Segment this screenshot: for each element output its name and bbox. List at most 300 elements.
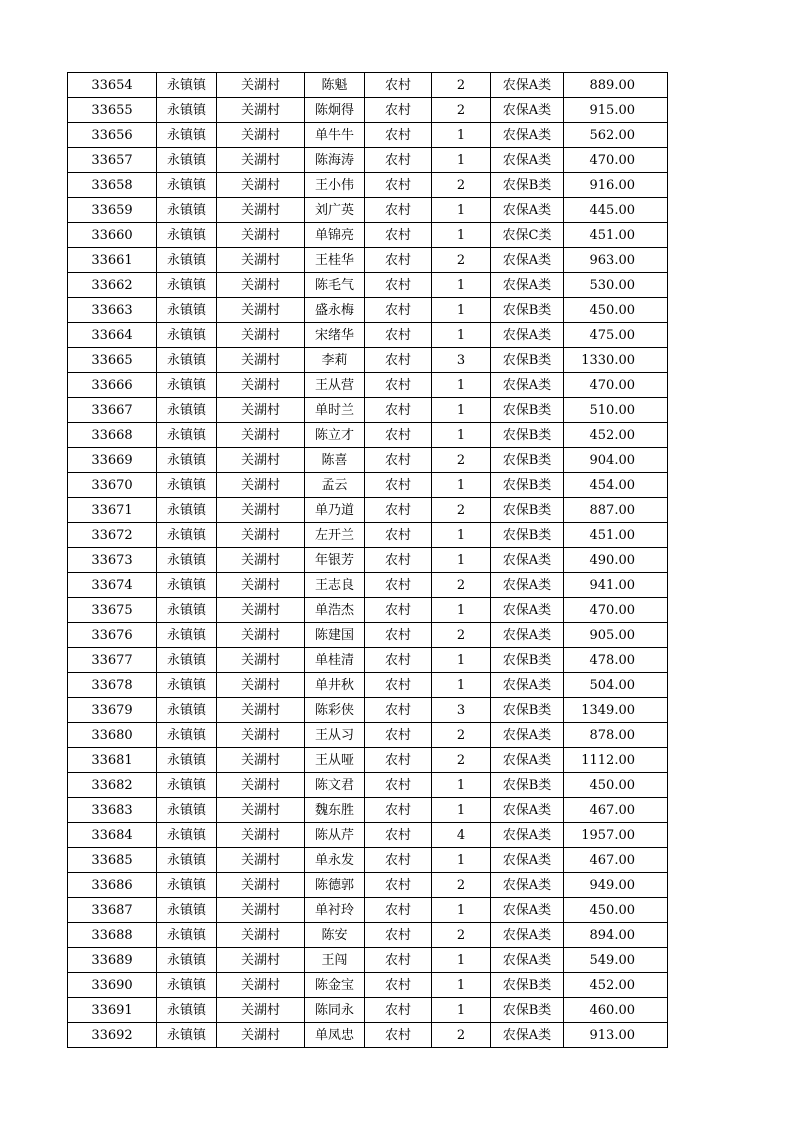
town-cell: 永镇镇 <box>157 423 217 448</box>
record-id-cell: 33666 <box>68 373 157 398</box>
area-type-cell: 农村 <box>365 598 432 623</box>
household-count-cell: 1 <box>432 773 491 798</box>
town-cell: 永镇镇 <box>157 698 217 723</box>
table-row <box>68 673 668 698</box>
amount-cell: 530.00 <box>564 273 668 298</box>
town-cell: 永镇镇 <box>157 773 217 798</box>
insurance-class-cell: 农保B类 <box>491 423 564 448</box>
village-cell: 关湖村 <box>217 973 305 998</box>
amount-cell: 467.00 <box>564 848 668 873</box>
name-cell: 陈德郭 <box>305 873 365 898</box>
village-cell: 关湖村 <box>217 448 305 473</box>
amount-cell: 549.00 <box>564 948 668 973</box>
area-type-cell: 农村 <box>365 573 432 598</box>
village-cell: 关湖村 <box>217 223 305 248</box>
table-row <box>68 723 668 748</box>
household-count-cell: 1 <box>432 298 491 323</box>
town-cell: 永镇镇 <box>157 298 217 323</box>
insurance-class-cell: 农保A类 <box>491 848 564 873</box>
table-row <box>68 248 668 273</box>
area-type-cell: 农村 <box>365 148 432 173</box>
insurance-class-cell: 农保B类 <box>491 973 564 998</box>
town-cell: 永镇镇 <box>157 323 217 348</box>
village-cell: 关湖村 <box>217 873 305 898</box>
table-row <box>68 848 668 873</box>
insurance-class-cell: 农保A类 <box>491 273 564 298</box>
name-cell: 刘广英 <box>305 198 365 223</box>
household-count-cell: 1 <box>432 848 491 873</box>
town-cell: 永镇镇 <box>157 998 217 1023</box>
name-cell: 王从习 <box>305 723 365 748</box>
record-id-cell: 33664 <box>68 323 157 348</box>
village-cell: 关湖村 <box>217 173 305 198</box>
area-type-cell: 农村 <box>365 673 432 698</box>
name-cell: 单永发 <box>305 848 365 873</box>
record-id-cell: 33654 <box>68 73 157 98</box>
table-row <box>68 623 668 648</box>
area-type-cell: 农村 <box>365 298 432 323</box>
household-count-cell: 2 <box>432 723 491 748</box>
household-count-cell: 1 <box>432 123 491 148</box>
insurance-class-cell: 农保A类 <box>491 873 564 898</box>
table-row <box>68 773 668 798</box>
record-id-cell: 33659 <box>68 198 157 223</box>
name-cell: 单井秋 <box>305 673 365 698</box>
household-count-cell: 2 <box>432 1023 491 1048</box>
village-cell: 关湖村 <box>217 423 305 448</box>
household-count-cell: 2 <box>432 498 491 523</box>
table-row <box>68 73 668 98</box>
record-id-cell: 33662 <box>68 273 157 298</box>
name-cell: 单浩杰 <box>305 598 365 623</box>
household-count-cell: 2 <box>432 573 491 598</box>
record-id-cell: 33689 <box>68 948 157 973</box>
household-count-cell: 2 <box>432 623 491 648</box>
household-count-cell: 2 <box>432 748 491 773</box>
village-cell: 关湖村 <box>217 748 305 773</box>
insurance-class-cell: 农保B类 <box>491 173 564 198</box>
name-cell: 单时兰 <box>305 398 365 423</box>
amount-cell: 916.00 <box>564 173 668 198</box>
insurance-class-cell: 农保A类 <box>491 923 564 948</box>
table-row <box>68 798 668 823</box>
town-cell: 永镇镇 <box>157 973 217 998</box>
name-cell: 陈毛气 <box>305 273 365 298</box>
amount-cell: 504.00 <box>564 673 668 698</box>
town-cell: 永镇镇 <box>157 198 217 223</box>
town-cell: 永镇镇 <box>157 123 217 148</box>
town-cell: 永镇镇 <box>157 573 217 598</box>
record-id-cell: 33665 <box>68 348 157 373</box>
record-id-cell: 33676 <box>68 623 157 648</box>
village-cell: 关湖村 <box>217 298 305 323</box>
table-row <box>68 398 668 423</box>
insurance-class-cell: 农保B类 <box>491 473 564 498</box>
record-id-cell: 33679 <box>68 698 157 723</box>
village-cell: 关湖村 <box>217 648 305 673</box>
amount-cell: 894.00 <box>564 923 668 948</box>
name-cell: 单桂清 <box>305 648 365 673</box>
record-id-cell: 33667 <box>68 398 157 423</box>
name-cell: 陈喜 <box>305 448 365 473</box>
area-type-cell: 农村 <box>365 923 432 948</box>
area-type-cell: 农村 <box>365 1023 432 1048</box>
name-cell: 孟云 <box>305 473 365 498</box>
town-cell: 永镇镇 <box>157 648 217 673</box>
area-type-cell: 农村 <box>365 273 432 298</box>
area-type-cell: 农村 <box>365 823 432 848</box>
insurance-class-cell: 农保B类 <box>491 498 564 523</box>
insurance-class-cell: 农保A类 <box>491 673 564 698</box>
household-count-cell: 1 <box>432 673 491 698</box>
table-row <box>68 523 668 548</box>
insurance-class-cell: 农保A类 <box>491 373 564 398</box>
area-type-cell: 农村 <box>365 748 432 773</box>
village-cell: 关湖村 <box>217 248 305 273</box>
amount-cell: 1957.00 <box>564 823 668 848</box>
name-cell: 陈文君 <box>305 773 365 798</box>
area-type-cell: 农村 <box>365 248 432 273</box>
insurance-class-cell: 农保A类 <box>491 748 564 773</box>
area-type-cell: 农村 <box>365 648 432 673</box>
amount-cell: 941.00 <box>564 573 668 598</box>
village-cell: 关湖村 <box>217 948 305 973</box>
name-cell: 陈海涛 <box>305 148 365 173</box>
household-count-cell: 4 <box>432 823 491 848</box>
name-cell: 陈建国 <box>305 623 365 648</box>
name-cell: 陈金宝 <box>305 973 365 998</box>
name-cell: 宋绪华 <box>305 323 365 348</box>
town-cell: 永镇镇 <box>157 223 217 248</box>
amount-cell: 450.00 <box>564 898 668 923</box>
area-type-cell: 农村 <box>365 698 432 723</box>
area-type-cell: 农村 <box>365 998 432 1023</box>
record-id-cell: 33672 <box>68 523 157 548</box>
insurance-class-cell: 农保A类 <box>491 98 564 123</box>
amount-cell: 452.00 <box>564 423 668 448</box>
insurance-class-cell: 农保A类 <box>491 573 564 598</box>
area-type-cell: 农村 <box>365 223 432 248</box>
amount-cell: 878.00 <box>564 723 668 748</box>
name-cell: 王小伟 <box>305 173 365 198</box>
amount-cell: 1349.00 <box>564 698 668 723</box>
amount-cell: 460.00 <box>564 998 668 1023</box>
town-cell: 永镇镇 <box>157 373 217 398</box>
village-cell: 关湖村 <box>217 523 305 548</box>
household-count-cell: 2 <box>432 248 491 273</box>
household-count-cell: 3 <box>432 698 491 723</box>
table-row <box>68 273 668 298</box>
area-type-cell: 农村 <box>365 848 432 873</box>
table-row <box>68 948 668 973</box>
village-cell: 关湖村 <box>217 1023 305 1048</box>
insurance-class-cell: 农保A类 <box>491 248 564 273</box>
village-cell: 关湖村 <box>217 623 305 648</box>
area-type-cell: 农村 <box>365 198 432 223</box>
insurance-class-cell: 农保B类 <box>491 773 564 798</box>
insurance-class-cell: 农保A类 <box>491 323 564 348</box>
amount-cell: 467.00 <box>564 798 668 823</box>
record-id-cell: 33678 <box>68 673 157 698</box>
table-row <box>68 198 668 223</box>
town-cell: 永镇镇 <box>157 748 217 773</box>
record-id-cell: 33663 <box>68 298 157 323</box>
town-cell: 永镇镇 <box>157 98 217 123</box>
table-row <box>68 448 668 473</box>
village-cell: 关湖村 <box>217 848 305 873</box>
insurance-class-cell: 农保B类 <box>491 298 564 323</box>
amount-cell: 889.00 <box>564 73 668 98</box>
town-cell: 永镇镇 <box>157 173 217 198</box>
table-row <box>68 373 668 398</box>
village-cell: 关湖村 <box>217 673 305 698</box>
record-id-cell: 33675 <box>68 598 157 623</box>
village-cell: 关湖村 <box>217 998 305 1023</box>
amount-cell: 905.00 <box>564 623 668 648</box>
household-count-cell: 2 <box>432 873 491 898</box>
household-count-cell: 3 <box>432 348 491 373</box>
name-cell: 陈炯得 <box>305 98 365 123</box>
table-row <box>68 823 668 848</box>
household-count-cell: 2 <box>432 448 491 473</box>
area-type-cell: 农村 <box>365 773 432 798</box>
insurance-class-cell: 农保A类 <box>491 823 564 848</box>
village-cell: 关湖村 <box>217 823 305 848</box>
household-count-cell: 1 <box>432 998 491 1023</box>
table-row <box>68 548 668 573</box>
town-cell: 永镇镇 <box>157 248 217 273</box>
area-type-cell: 农村 <box>365 473 432 498</box>
table-row <box>68 223 668 248</box>
household-count-cell: 1 <box>432 423 491 448</box>
household-count-cell: 1 <box>432 648 491 673</box>
record-id-cell: 33680 <box>68 723 157 748</box>
table-row <box>68 298 668 323</box>
household-count-cell: 1 <box>432 898 491 923</box>
insurance-class-cell: 农保A类 <box>491 798 564 823</box>
table-row <box>68 923 668 948</box>
record-id-cell: 33685 <box>68 848 157 873</box>
amount-cell: 963.00 <box>564 248 668 273</box>
insurance-class-cell: 农保C类 <box>491 223 564 248</box>
name-cell: 陈魁 <box>305 73 365 98</box>
name-cell: 陈彩侠 <box>305 698 365 723</box>
table-row <box>68 498 668 523</box>
table-row <box>68 323 668 348</box>
village-cell: 关湖村 <box>217 273 305 298</box>
record-id-cell: 33656 <box>68 123 157 148</box>
insurance-class-cell: 农保A类 <box>491 898 564 923</box>
amount-cell: 470.00 <box>564 148 668 173</box>
name-cell: 年银芳 <box>305 548 365 573</box>
area-type-cell: 农村 <box>365 948 432 973</box>
insurance-class-cell: 农保B类 <box>491 523 564 548</box>
area-type-cell: 农村 <box>365 98 432 123</box>
amount-cell: 475.00 <box>564 323 668 348</box>
area-type-cell: 农村 <box>365 723 432 748</box>
insurance-class-cell: 农保B类 <box>491 398 564 423</box>
village-cell: 关湖村 <box>217 773 305 798</box>
record-id-cell: 33688 <box>68 923 157 948</box>
household-count-cell: 1 <box>432 148 491 173</box>
household-count-cell: 2 <box>432 73 491 98</box>
table-row <box>68 423 668 448</box>
household-count-cell: 2 <box>432 923 491 948</box>
town-cell: 永镇镇 <box>157 273 217 298</box>
table-row <box>68 123 668 148</box>
town-cell: 永镇镇 <box>157 673 217 698</box>
name-cell: 陈立才 <box>305 423 365 448</box>
table-row <box>68 98 668 123</box>
amount-cell: 562.00 <box>564 123 668 148</box>
record-id-cell: 33673 <box>68 548 157 573</box>
area-type-cell: 农村 <box>365 973 432 998</box>
village-cell: 关湖村 <box>217 548 305 573</box>
town-cell: 永镇镇 <box>157 348 217 373</box>
amount-cell: 445.00 <box>564 198 668 223</box>
name-cell: 李莉 <box>305 348 365 373</box>
town-cell: 永镇镇 <box>157 448 217 473</box>
area-type-cell: 农村 <box>365 548 432 573</box>
insurance-class-cell: 农保A类 <box>491 1023 564 1048</box>
village-cell: 关湖村 <box>217 198 305 223</box>
amount-cell: 452.00 <box>564 973 668 998</box>
town-cell: 永镇镇 <box>157 548 217 573</box>
town-cell: 永镇镇 <box>157 473 217 498</box>
village-cell: 关湖村 <box>217 398 305 423</box>
record-id-cell: 33657 <box>68 148 157 173</box>
village-cell: 关湖村 <box>217 498 305 523</box>
insurance-class-cell: 农保B类 <box>491 448 564 473</box>
town-cell: 永镇镇 <box>157 398 217 423</box>
village-cell: 关湖村 <box>217 573 305 598</box>
household-count-cell: 1 <box>432 223 491 248</box>
household-count-cell: 1 <box>432 798 491 823</box>
amount-cell: 510.00 <box>564 398 668 423</box>
town-cell: 永镇镇 <box>157 523 217 548</box>
record-id-cell: 33682 <box>68 773 157 798</box>
insurance-class-cell: 农保B类 <box>491 698 564 723</box>
town-cell: 永镇镇 <box>157 948 217 973</box>
area-type-cell: 农村 <box>365 373 432 398</box>
insurance-class-cell: 农保A类 <box>491 598 564 623</box>
table-row <box>68 648 668 673</box>
table-row <box>68 473 668 498</box>
name-cell: 单牛牛 <box>305 123 365 148</box>
household-count-cell: 1 <box>432 273 491 298</box>
village-cell: 关湖村 <box>217 73 305 98</box>
records-table <box>67 72 668 1048</box>
record-id-cell: 33655 <box>68 98 157 123</box>
area-type-cell: 农村 <box>365 398 432 423</box>
table-row <box>68 173 668 198</box>
record-id-cell: 33681 <box>68 748 157 773</box>
table-row <box>68 148 668 173</box>
name-cell: 王桂华 <box>305 248 365 273</box>
name-cell: 魏东胜 <box>305 798 365 823</box>
area-type-cell: 农村 <box>365 123 432 148</box>
record-id-cell: 33661 <box>68 248 157 273</box>
town-cell: 永镇镇 <box>157 723 217 748</box>
insurance-class-cell: 农保A类 <box>491 723 564 748</box>
village-cell: 关湖村 <box>217 598 305 623</box>
record-id-cell: 33690 <box>68 973 157 998</box>
village-cell: 关湖村 <box>217 473 305 498</box>
town-cell: 永镇镇 <box>157 898 217 923</box>
table-row <box>68 898 668 923</box>
village-cell: 关湖村 <box>217 798 305 823</box>
table-row <box>68 1023 668 1048</box>
name-cell: 单锦亮 <box>305 223 365 248</box>
insurance-class-cell: 农保A类 <box>491 198 564 223</box>
record-id-cell: 33683 <box>68 798 157 823</box>
amount-cell: 470.00 <box>564 373 668 398</box>
household-count-cell: 1 <box>432 548 491 573</box>
area-type-cell: 农村 <box>365 173 432 198</box>
record-id-cell: 33671 <box>68 498 157 523</box>
name-cell: 左开兰 <box>305 523 365 548</box>
name-cell: 陈从芹 <box>305 823 365 848</box>
amount-cell: 451.00 <box>564 523 668 548</box>
insurance-class-cell: 农保A类 <box>491 623 564 648</box>
village-cell: 关湖村 <box>217 373 305 398</box>
area-type-cell: 农村 <box>365 348 432 373</box>
amount-cell: 904.00 <box>564 448 668 473</box>
household-count-cell: 1 <box>432 973 491 998</box>
town-cell: 永镇镇 <box>157 148 217 173</box>
table-row <box>68 573 668 598</box>
record-id-cell: 33684 <box>68 823 157 848</box>
area-type-cell: 农村 <box>365 798 432 823</box>
insurance-class-cell: 农保A类 <box>491 123 564 148</box>
name-cell: 王从哑 <box>305 748 365 773</box>
records-table-body <box>68 73 668 1048</box>
amount-cell: 478.00 <box>564 648 668 673</box>
town-cell: 永镇镇 <box>157 623 217 648</box>
amount-cell: 887.00 <box>564 498 668 523</box>
town-cell: 永镇镇 <box>157 798 217 823</box>
town-cell: 永镇镇 <box>157 923 217 948</box>
amount-cell: 490.00 <box>564 548 668 573</box>
insurance-class-cell: 农保B类 <box>491 998 564 1023</box>
amount-cell: 450.00 <box>564 773 668 798</box>
amount-cell: 1112.00 <box>564 748 668 773</box>
name-cell: 单乃道 <box>305 498 365 523</box>
table-row <box>68 698 668 723</box>
area-type-cell: 农村 <box>365 873 432 898</box>
name-cell: 盛永梅 <box>305 298 365 323</box>
insurance-class-cell: 农保A类 <box>491 548 564 573</box>
household-count-cell: 1 <box>432 323 491 348</box>
village-cell: 关湖村 <box>217 923 305 948</box>
area-type-cell: 农村 <box>365 498 432 523</box>
area-type-cell: 农村 <box>365 73 432 98</box>
name-cell: 陈安 <box>305 923 365 948</box>
village-cell: 关湖村 <box>217 98 305 123</box>
name-cell: 单凤忠 <box>305 1023 365 1048</box>
record-id-cell: 33669 <box>68 448 157 473</box>
area-type-cell: 农村 <box>365 423 432 448</box>
insurance-class-cell: 农保A类 <box>491 948 564 973</box>
town-cell: 永镇镇 <box>157 848 217 873</box>
town-cell: 永镇镇 <box>157 1023 217 1048</box>
area-type-cell: 农村 <box>365 523 432 548</box>
household-count-cell: 2 <box>432 173 491 198</box>
household-count-cell: 1 <box>432 523 491 548</box>
town-cell: 永镇镇 <box>157 823 217 848</box>
amount-cell: 915.00 <box>564 98 668 123</box>
name-cell: 单衬玲 <box>305 898 365 923</box>
